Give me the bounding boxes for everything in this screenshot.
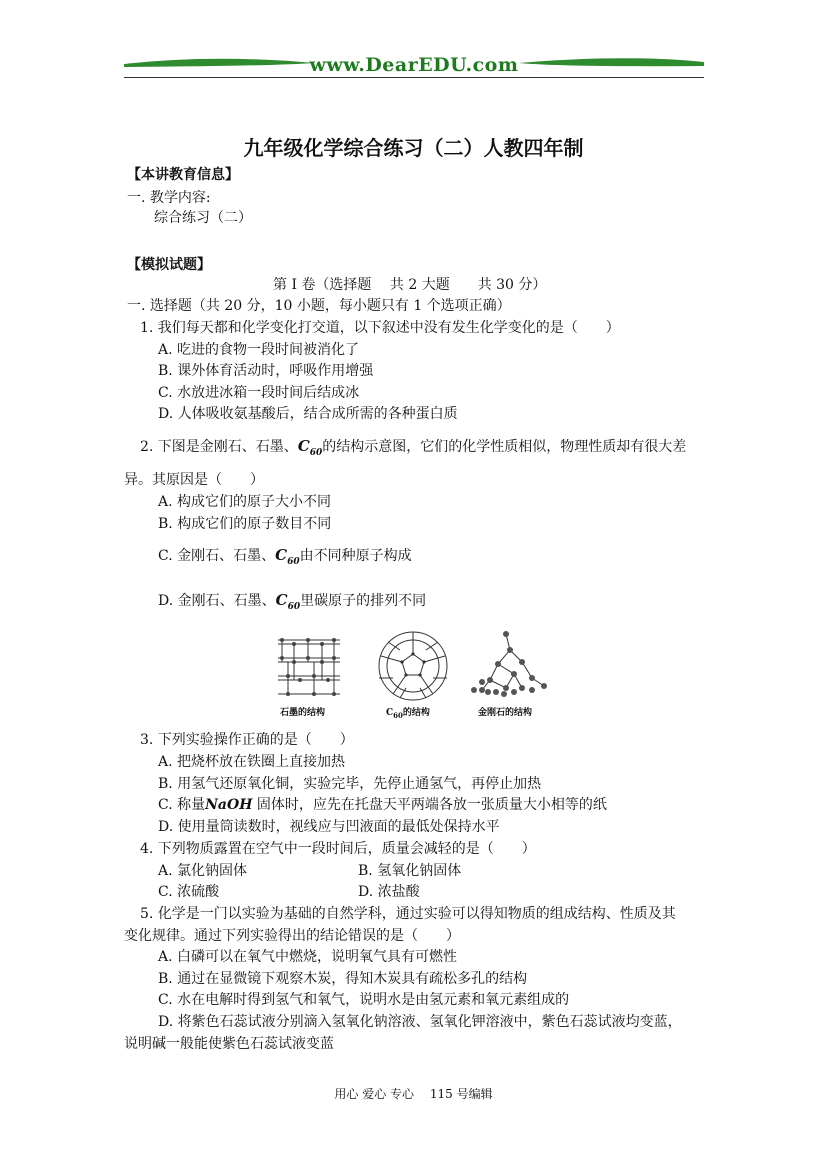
q1-option-c: C. 水放进冰箱一段时间后结成冰 <box>158 385 360 401</box>
q3-option-a: A. 把烧杯放在铁圈上直接加热 <box>158 754 346 770</box>
q2-option-a: A. 构成它们的原子大小不同 <box>158 494 332 510</box>
volume-line: 第 I 卷（选择题 共 2 大题 共 30 分） <box>273 277 547 293</box>
section1-line: 一. 选择题（共 20 分，10 小题，每小题只有 1 个选项正确） <box>127 298 511 314</box>
q2-stem-pre: 2. 下图是金刚石、石墨、 <box>140 439 298 455</box>
q5-stem-cont: 变化规律。通过下列实验得出的结论错误的是（ ） <box>124 928 460 944</box>
q5-option-d-cont: 说明碱一般能使紫色石蕊试液变蓝 <box>124 1036 334 1052</box>
sim-heading: 【模拟试题】 <box>127 257 211 273</box>
q5-option-b: B. 通过在显微镜下观察木炭，得知木炭具有疏松多孔的结构 <box>158 971 528 987</box>
q4-option-a: A. 氯化钠固体 <box>158 863 248 879</box>
q2-option-b: B. 构成它们的原子数目不同 <box>158 516 332 532</box>
info-line2: 综合练习（二） <box>154 210 252 226</box>
graphite-caption: 石墨的结构 <box>280 708 326 718</box>
q2-stem-post: 的结构示意图，它们的化学性质相似，物理性质却有很大差 <box>322 439 687 455</box>
q4-option-d: D. 浓盐酸 <box>358 884 420 900</box>
q3-stem: 3. 下列实验操作正确的是（ ） <box>140 732 354 748</box>
q5-stem: 5. 化学是一门以实验为基础的自然学科，通过实验可以得知物质的组成结构、性质及其 <box>140 906 676 922</box>
q5-option-c: C. 水在电解时得到氢气和氧气，说明水是由氢元素和氧元素组成的 <box>158 992 570 1008</box>
diamond-caption: 金刚石的结构 <box>478 708 533 718</box>
q1-option-b: B. 课外体育活动时，呼吸作用增强 <box>158 363 374 379</box>
c60-caption: $C_{60}$的结构 <box>386 708 430 720</box>
header-logo <box>124 50 704 80</box>
c60-formula: $C_{60}$ <box>275 546 300 567</box>
info-heading: 【本讲教育信息】 <box>127 167 239 183</box>
q1-option-a: A. 吃进的食物一段时间被消化了 <box>158 342 360 358</box>
page-title: 九年级化学综合练习（二）人教四年制 <box>243 136 584 160</box>
q2-option-d: D. 金刚石、石墨、$C_{60}$里碳原子的排列不同 <box>158 591 427 612</box>
q3-option-c: C. 称量NaOH 固体时，应先在托盘天平两端各放一张质量大小相等的纸 <box>158 797 607 813</box>
c60-formula: $C_{60}$ <box>275 591 301 612</box>
logo-text[interactable]: www.DearEDU.com <box>309 54 519 76</box>
q1-option-d: D. 人体吸收氨基酸后，结合成所需的各种蛋白质 <box>158 406 458 422</box>
q3-option-b: B. 用氢气还原氧化铜，实验完毕，先停止通氢气，再停止加热 <box>158 776 542 792</box>
q3-option-d: D. 使用量筒读数时，视线应与凹液面的最低处保持水平 <box>158 819 500 835</box>
q1-stem: 1. 我们每天都和化学变化打交道，以下叙述中没有发生化学变化的是（ ） <box>140 320 620 336</box>
header-rule <box>124 77 704 78</box>
q4-stem: 4. 下列物质露置在空气中一段时间后，质量会减轻的是（ ） <box>140 841 536 857</box>
page-footer: 用心 爱心 专心 115 号编辑 <box>334 1087 493 1101</box>
q5-option-d: D. 将紫色石蕊试液分别滴入氢氧化钠溶液、氢氧化钾溶液中，紫色石蕊试液均变蓝， <box>158 1014 682 1030</box>
q4-option-b: B. 氢氧化钠固体 <box>358 863 462 879</box>
q2-stem <box>140 437 686 462</box>
q2-option-c: C. 金刚石、石墨、$C_{60}$由不同种原子构成 <box>158 546 412 567</box>
q5-option-a: A. 白磷可以在氧气中燃烧，说明氧气具有可燃性 <box>158 949 458 965</box>
diamond-structure-icon <box>471 631 547 697</box>
q2-stem-cont: 异。其原因是（ ） <box>124 472 264 488</box>
q4-option-c: C. 浓硫酸 <box>158 884 220 900</box>
graphite-structure-icon <box>278 638 340 696</box>
c60-formula: $C_{60}$ <box>297 437 323 458</box>
naoh-formula: NaOH <box>205 797 253 813</box>
c60-structure-icon <box>379 632 447 700</box>
info-line1: 一. 教学内容: <box>127 190 211 206</box>
